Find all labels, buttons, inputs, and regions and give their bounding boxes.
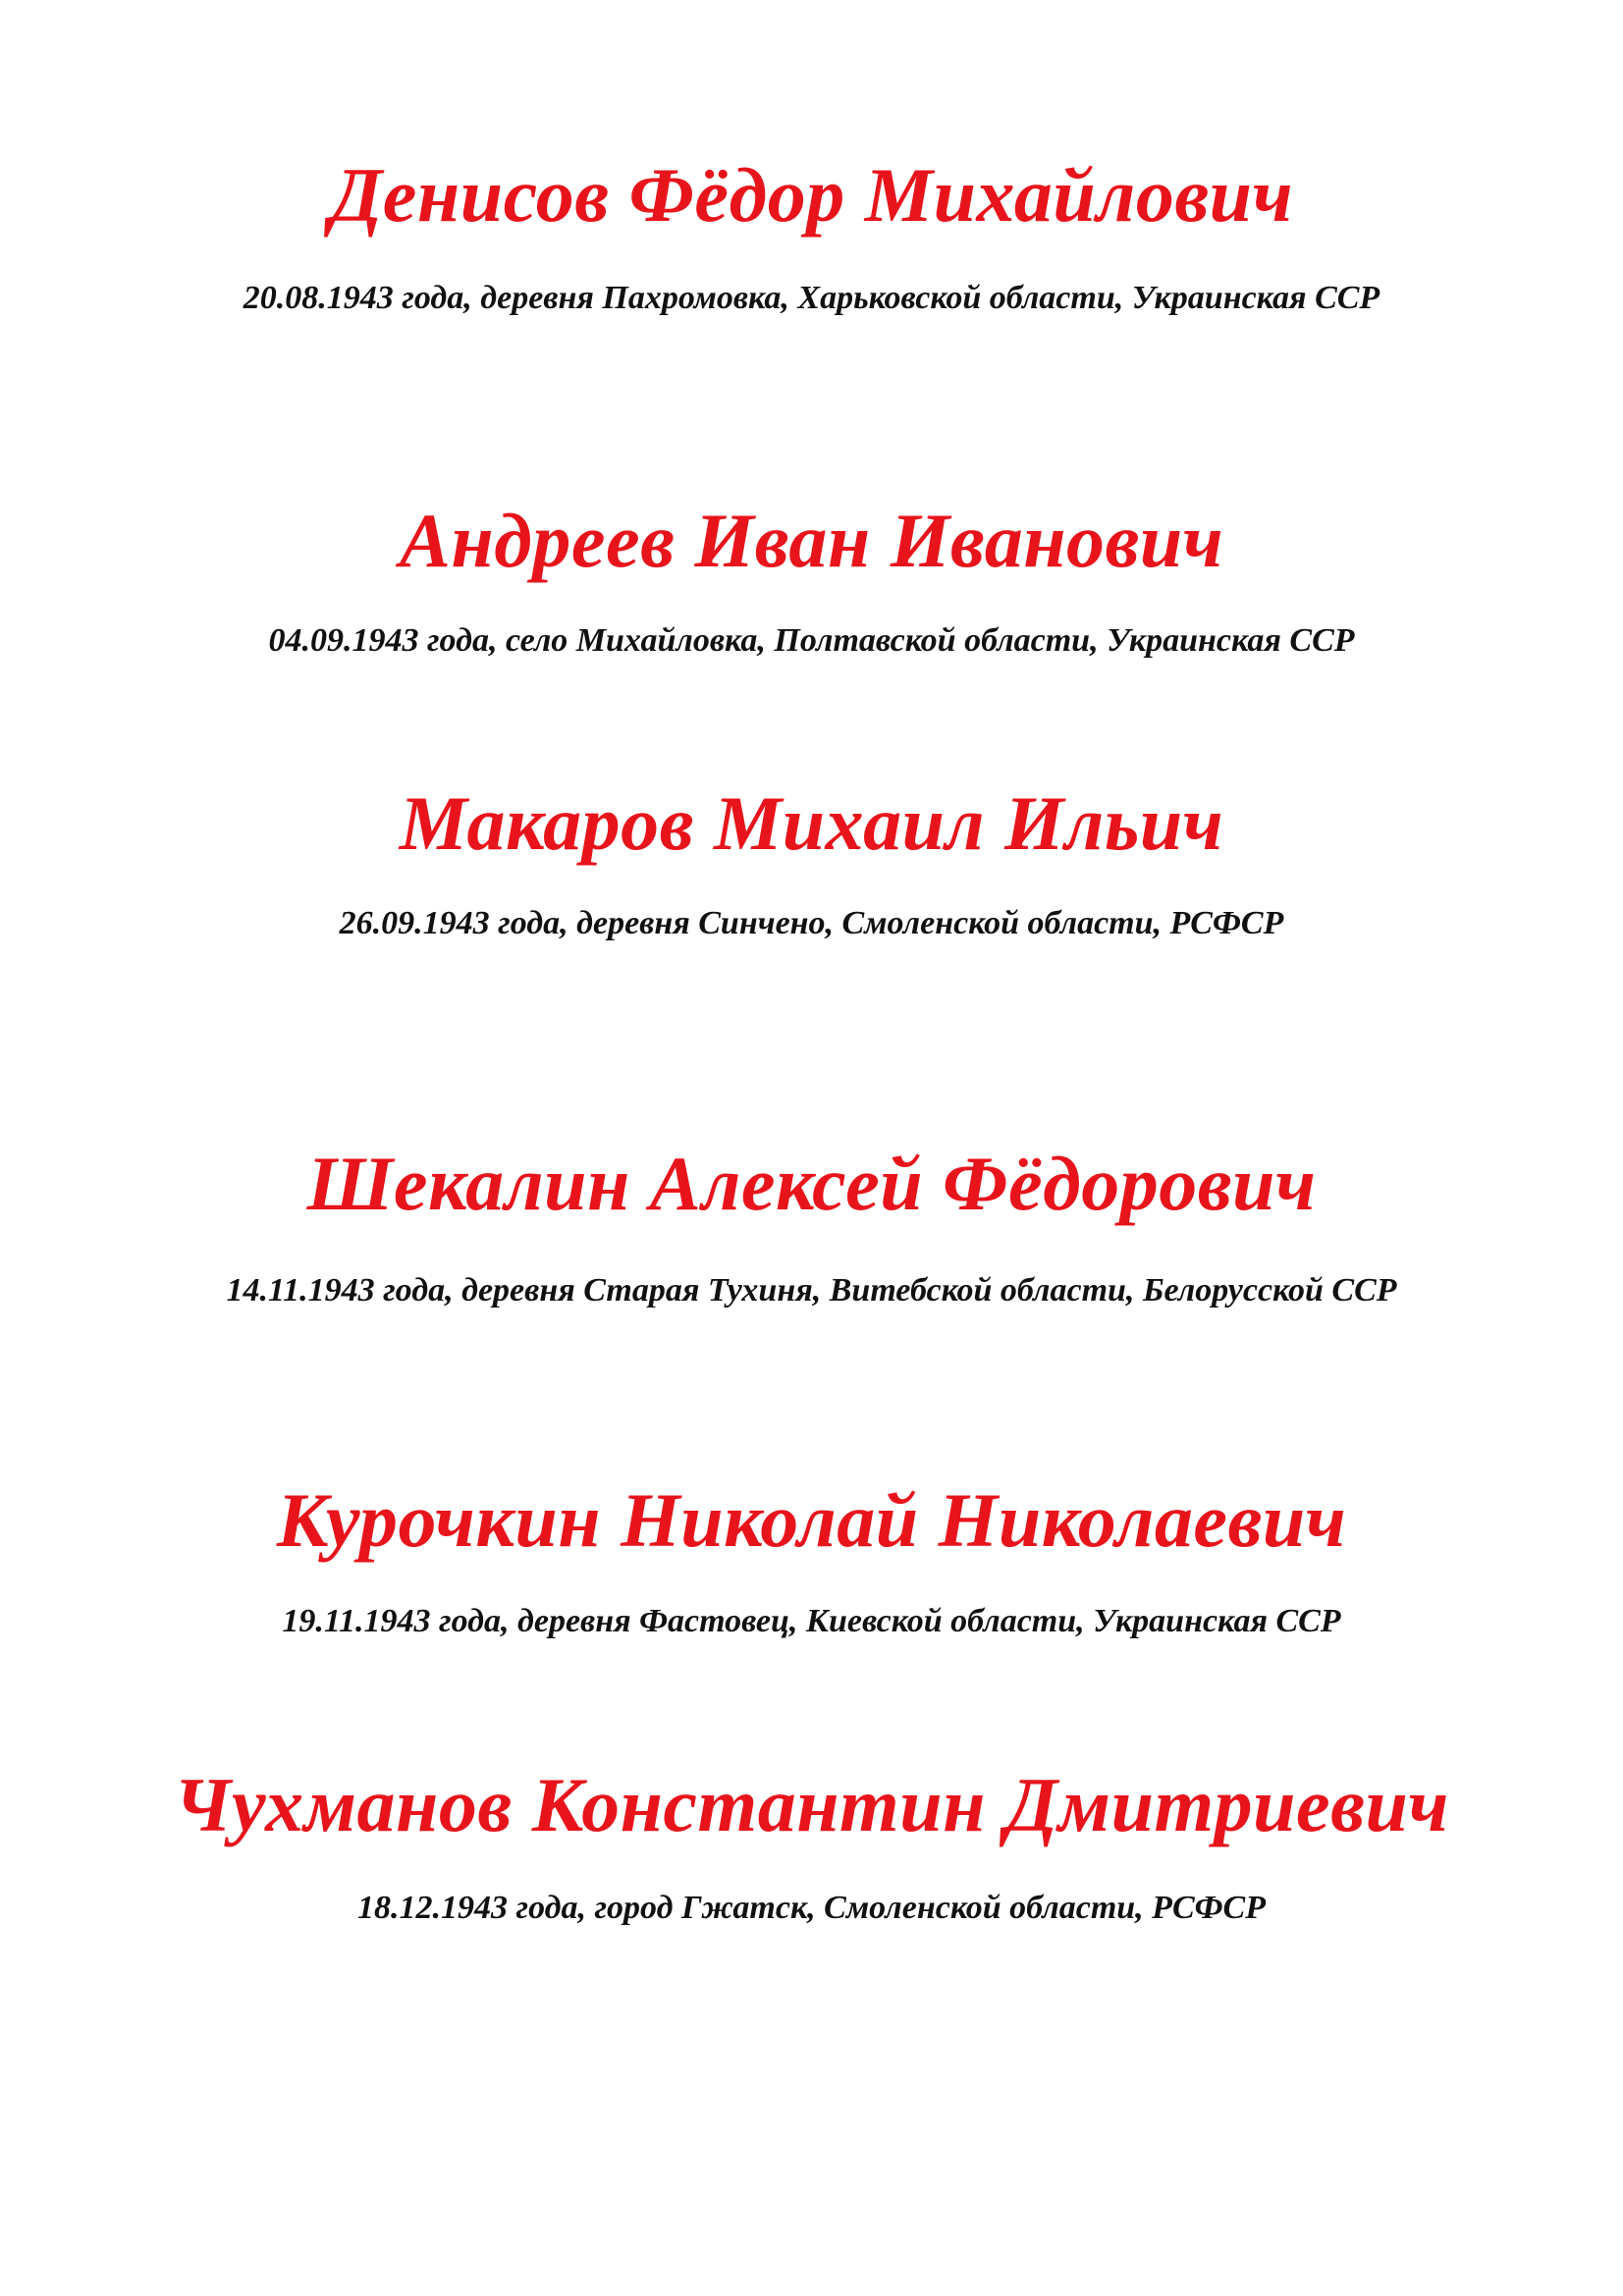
date-place-text: 19.11.1943 года, деревня Фастовец, Киевской области, Украинская ССР — [282, 1603, 1341, 1639]
person-name: Шекалин Алексей Фёдорович — [306, 1141, 1317, 1226]
person-name: Чухманов Константин Дмитриевич — [174, 1762, 1449, 1847]
date-place — [0, 1267, 1623, 1314]
date-place-text: 26.09.1943 года, деревня Синчено, Смоленской области, РСФСР — [339, 905, 1284, 941]
date-place-text: 20.08.1943 года, деревня Пахромовка, Харьковской области, Украинская ССР — [243, 280, 1380, 316]
date-place — [0, 900, 1623, 947]
date-place — [0, 1598, 1623, 1645]
person-name: Денисов Фёдор Михайлович — [329, 152, 1294, 238]
date-place-text: 14.11.1943 года, деревня Старая Тухиня, Витебской области, Белорусской ССР — [226, 1272, 1397, 1308]
date-place-text: 04.09.1943 года, село Михайловка, Полтавской области, Украинская ССР — [268, 622, 1355, 659]
date-place — [0, 1885, 1623, 1932]
date-place-text: 18.12.1943 года, город Гжатск, Смоленской области, РСФСР — [357, 1890, 1266, 1926]
date-place — [0, 617, 1623, 665]
person-name: Курочкин Николай Николаевич — [276, 1477, 1347, 1563]
person-name: Макаров Михаил Ильич — [399, 780, 1224, 866]
person-name: Андреев Иван Иванович — [399, 498, 1224, 583]
date-place — [0, 275, 1623, 322]
